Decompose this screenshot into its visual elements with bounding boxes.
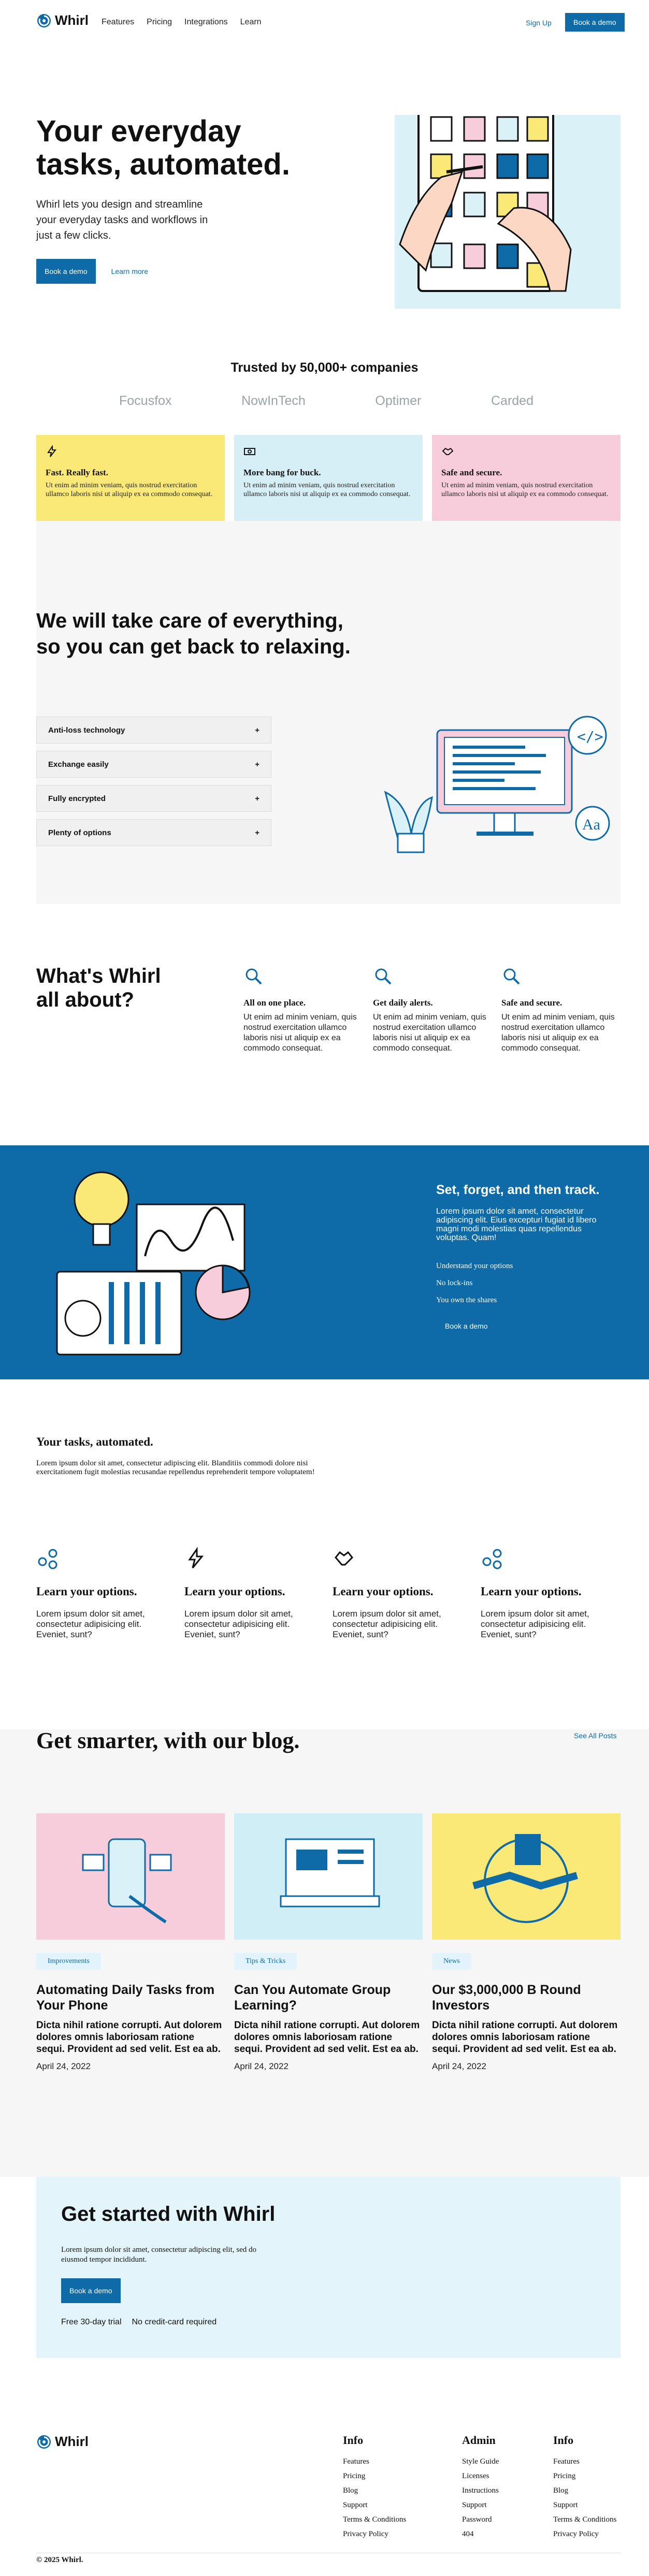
post-excerpt: Dicta nihil ratione corrupti. Aut dolorem dolores omnis laboriosam ratione sequi. Provident ad sed velit. Est ea ab. (234, 2020, 420, 2055)
accordion (36, 717, 271, 846)
post-excerpt: Dicta nihil ratione corrupti. Aut dolorem dolores omnis laboriosam ratione sequi. Provident ad sed velit. Est ea ab. (36, 2020, 222, 2055)
card-title: Fast. Really fast. (46, 468, 108, 477)
svg-text:Aa: Aa (582, 816, 600, 833)
card-text: Ut enim ad minim veniam, quis nostrud exercitation ullamco laboris nisi ut aliquip ex ea commodo consequat. (441, 482, 609, 498)
hero-demo-button[interactable]: Book a demo (36, 259, 96, 284)
hero-illustration (395, 115, 621, 309)
tag-badge[interactable]: Improvements (36, 1953, 101, 1970)
footer-link[interactable]: Blog (553, 2486, 569, 2495)
tasks-intro (36, 1435, 316, 1477)
footer-link[interactable]: Pricing (343, 2472, 366, 2480)
logo[interactable] (36, 12, 89, 28)
tasks-text: Lorem ipsum dolor sit amet, consectetur adipiscing elit. Blanditiis commodi dolore nisi exercitationem fugit molestias recusandae repellendus reprehenderit tempore voluptatem! (36, 1459, 315, 1476)
nav-links (102, 18, 262, 27)
footer-link[interactable]: Privacy Policy (343, 2530, 388, 2538)
post-excerpt: Dicta nihil ratione corrupti. Aut dolorem dolores omnis laboriosam ratione sequi. Provident ad sed velit. Est ea ab. (432, 2020, 618, 2055)
phone-automation-image (36, 1813, 225, 1940)
sticky-board-illustration (395, 115, 621, 309)
card-title: Safe and secure. (441, 468, 502, 477)
footer-link[interactable]: Terms & Conditions (553, 2515, 617, 2524)
code-monitor-illustration (375, 715, 621, 854)
logo-text: Whirl (55, 12, 89, 28)
blog-card[interactable] (234, 1813, 423, 2072)
learn-more-link[interactable]: Learn more (111, 267, 149, 275)
footer-link[interactable]: Support (553, 2501, 578, 2509)
trusted-title: Trusted by 50,000+ companies (230, 360, 419, 375)
track-demo-button[interactable]: Book a demo (436, 1316, 497, 1336)
footer-link[interactable]: Support (462, 2501, 487, 2509)
accordion-item-encrypted[interactable]: Fully encrypted + (36, 785, 271, 812)
accordion-item-anti-loss[interactable]: Anti-loss technology + (36, 717, 271, 744)
cta-title: Get started with Whirl (61, 2203, 276, 2225)
money-icon (243, 445, 256, 458)
post-title[interactable]: Automating Daily Tasks from Your Phone (36, 1983, 215, 2013)
footer-column-info-2: Info Features Pricing Blog Support Terms & Conditions Privacy Policy (553, 2434, 616, 2541)
footer-link[interactable]: Style Guide (462, 2457, 499, 2466)
footer-link[interactable]: Licenses (462, 2472, 489, 2480)
plus-icon: + (255, 725, 259, 735)
about-title: What's Whirl all about? (36, 965, 161, 1011)
track-point: No lock-ins (436, 1279, 473, 1287)
nav-link-integrations[interactable]: Integrations (184, 18, 228, 26)
plus-icon: + (255, 794, 259, 803)
track-points (436, 1258, 607, 1309)
footer-link[interactable]: Pricing (553, 2472, 576, 2480)
handshake-icon (333, 1547, 355, 1570)
nav-link-pricing[interactable]: Pricing (147, 18, 172, 26)
track-content (436, 1183, 607, 1336)
hero-text (36, 115, 357, 284)
blog-card[interactable] (432, 1813, 621, 2072)
handshake-icon (441, 445, 454, 458)
cta-notes (61, 2318, 217, 2327)
lightning-icon (184, 1547, 207, 1570)
see-all-posts-link[interactable]: See All Posts (574, 1731, 617, 1740)
post-date: April 24, 2022 (432, 2061, 486, 2071)
option-card: Learn your options. Lorem ipsum dolor sit amet, consectetur adipisicing elit. Eveniet, sunt? (184, 1547, 314, 1640)
card-text: Ut enim ad minim veniam, quis nostrud exercitation ullamco laboris nisi ut aliquip ex ea commodo consequat. (243, 482, 411, 498)
plus-icon: + (255, 760, 259, 769)
optimer-logo: Optimer (375, 394, 422, 408)
whirl-logo-icon (36, 13, 52, 28)
footer-link[interactable]: Support (343, 2501, 368, 2509)
footer-link[interactable]: Features (553, 2457, 580, 2466)
nodes-icon (481, 1547, 503, 1570)
footer-link[interactable]: Blog (343, 2486, 358, 2495)
about-feature-secure: Safe and secure. Ut enim ad minim veniam, quis nostrud exercitation ullamco laboris nisi ut aliquip ex ea commodo consequat. (501, 966, 621, 1054)
footer-link[interactable]: Instructions (462, 2486, 499, 2495)
tag-badge[interactable]: Tips & Tricks (234, 1953, 297, 1970)
lightning-icon (46, 445, 58, 458)
nodes-icon (36, 1547, 59, 1570)
option-card: Learn your options. Lorem ipsum dolor sit amet, consectetur adipisicing elit. Eveniet, sunt? (36, 1547, 166, 1640)
blog-title: Get smarter, with our blog. (36, 1728, 300, 1753)
track-title: Set, forget, and then track. (436, 1183, 600, 1197)
logo-text: Whirl (55, 2434, 89, 2449)
group-learning-image (234, 1813, 423, 1940)
footer-link[interactable]: Privacy Policy (553, 2530, 599, 2538)
cta-demo-button[interactable]: Book a demo (61, 2278, 121, 2303)
investors-image (432, 1813, 621, 1940)
cta-section (36, 2177, 621, 2358)
post-date: April 24, 2022 (234, 2061, 289, 2071)
card-title: More bang for buck. (243, 468, 321, 477)
hero-title: Your everyday tasks, automated. (36, 114, 290, 181)
copyright: © 2025 Whirl. (36, 2556, 83, 2564)
option-card: Learn your options. Lorem ipsum dolor sit amet, consectetur adipisicing elit. Eveniet, sunt? (333, 1547, 462, 1640)
partner-logos (119, 394, 533, 409)
search-icon (501, 966, 522, 987)
footer-column-admin: Admin Style Guide Licenses Instructions Support Password 404 (462, 2434, 499, 2541)
footer-link[interactable]: Password (462, 2515, 492, 2524)
whirl-logo-icon (36, 2434, 52, 2450)
nav-demo-button[interactable]: Book a demo (565, 13, 625, 32)
trial-note: Free 30-day trial (61, 2318, 122, 2326)
analytics-illustration (52, 1163, 259, 1360)
nowintech-logo: NowInTech (241, 394, 306, 408)
post-title[interactable]: Our $3,000,000 B Round Investors (432, 1983, 581, 2013)
top-nav (0, 0, 649, 45)
signup-link[interactable]: Sign Up (526, 19, 552, 27)
nav-link-features[interactable]: Features (102, 18, 135, 26)
tag-badge[interactable]: News (432, 1953, 471, 1970)
footer-link[interactable]: Features (343, 2457, 369, 2466)
nav-link-learn[interactable]: Learn (240, 18, 262, 26)
svg-text:</>: </> (577, 728, 603, 745)
hero-subtitle: Whirl lets you design and streamline your everyday tasks and workflows in just a few clicks. (36, 199, 208, 241)
accordion-item-options[interactable]: Plenty of options + (36, 819, 271, 846)
track-point: You own the shares (436, 1296, 497, 1304)
carded-logo: Carded (491, 394, 533, 408)
tasks-title: Your tasks, automated. (36, 1435, 153, 1448)
feature-card-fast (36, 435, 225, 521)
footer-link[interactable]: Terms & Conditions (343, 2515, 407, 2524)
accordion-item-exchange[interactable]: Exchange easily + (36, 751, 271, 778)
focusfox-logo: Focusfox (119, 394, 172, 408)
about-feature-alerts: Get daily alerts. Ut enim ad minim veniam, quis nostrud exercitation ullamco laboris nisi ut aliquip ex ea commodo consequat. (373, 966, 492, 1054)
track-text: Lorem ipsum dolor sit amet, consectetur adipiscing elit. Eius excepturi fugiat id libero magni modi molestias quas repellendus voluptas. Quam! (436, 1207, 597, 1242)
plus-icon: + (255, 828, 259, 837)
care-title: We will take care of everything, so you can get back to relaxing. (36, 609, 351, 658)
footer-link[interactable]: 404 (462, 2530, 474, 2538)
search-icon (373, 966, 394, 987)
about-feature-one-place: All on one place. Ut enim ad minim veniam, quis nostrud exercitation ullamco laboris nisi ut aliquip ex ea commodo consequat. (243, 966, 363, 1054)
feature-card-safe (432, 435, 621, 521)
footer-column-info: Info Features Pricing Blog Support Terms & Conditions Privacy Policy (343, 2434, 406, 2541)
cta-text: Lorem ipsum dolor sit amet, consectetur adipiscing elit, sed do eiusmod tempor incididunt. (61, 2246, 256, 2264)
post-title[interactable]: Can You Automate Group Learning? (234, 1983, 391, 2013)
footer-logo[interactable] (36, 2434, 89, 2450)
feature-card-bang (234, 435, 423, 521)
post-date: April 24, 2022 (36, 2061, 91, 2071)
track-point: Understand your options (436, 1262, 513, 1270)
no-card-note: No credit-card required (132, 2318, 217, 2326)
card-text: Ut enim ad minim veniam, quis nostrud exercitation ullamco laboris nisi ut aliquip ex ea commodo consequat. (46, 482, 213, 498)
option-card: Learn your options. Lorem ipsum dolor sit amet, consectetur adipisicing elit. Eveniet, sunt? (481, 1547, 615, 1640)
blog-card[interactable] (36, 1813, 225, 2072)
search-icon (243, 966, 264, 987)
